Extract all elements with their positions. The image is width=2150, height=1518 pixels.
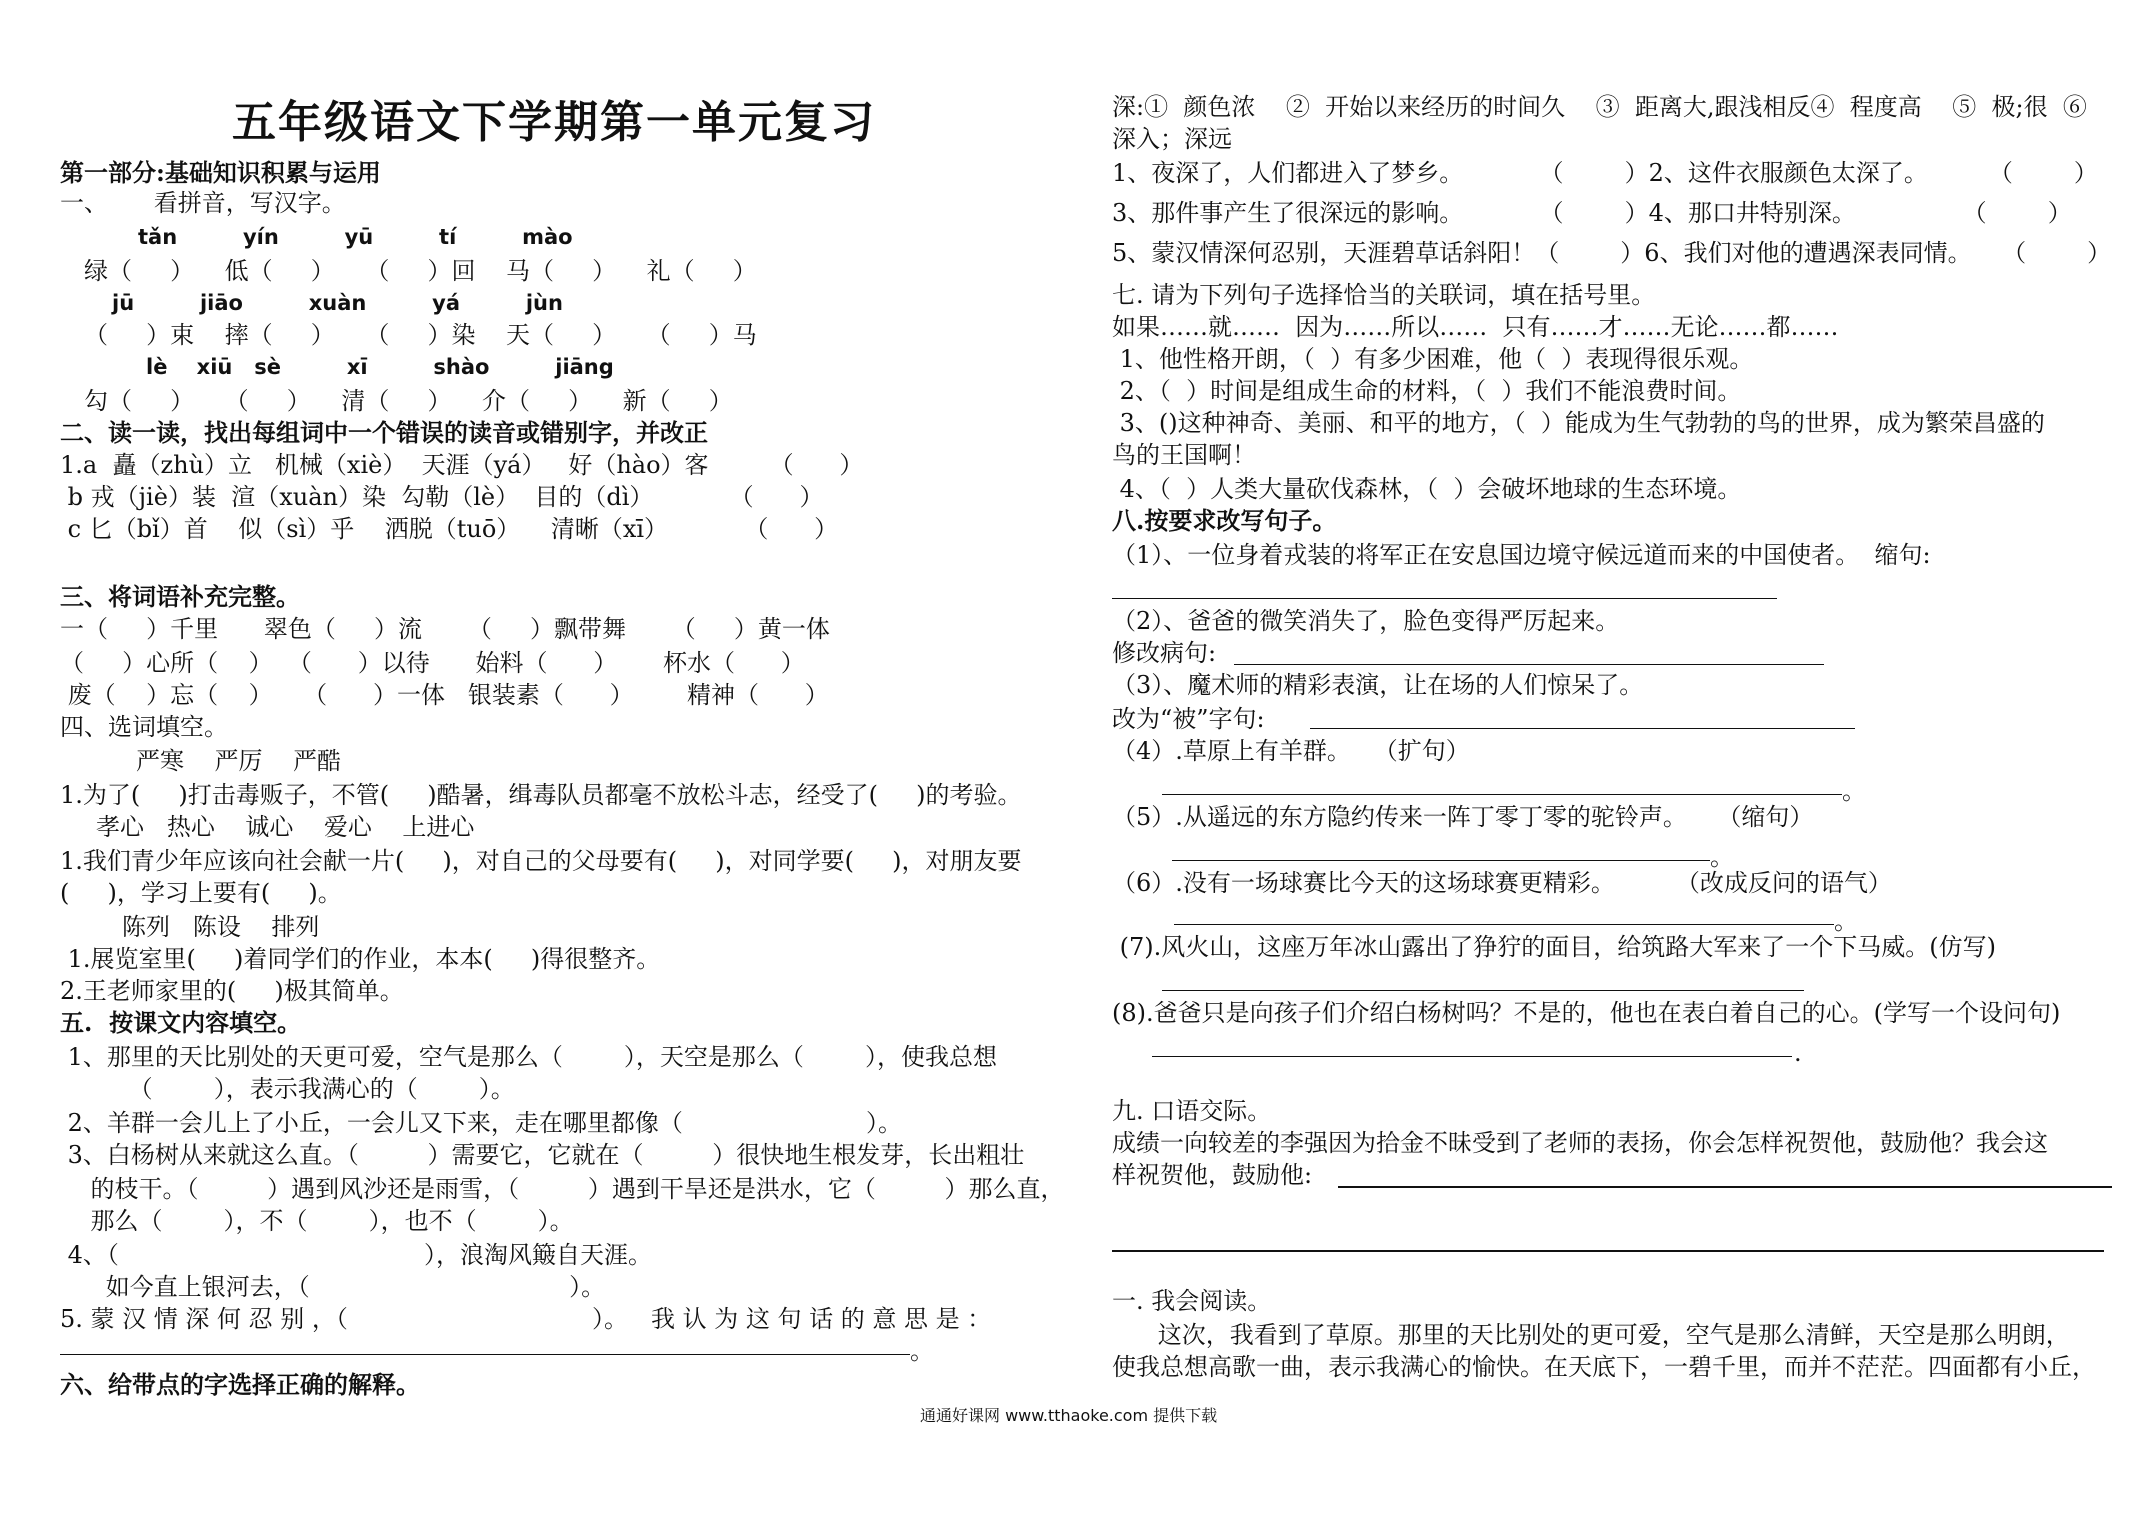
answer-end-mark: 。 <box>910 1337 934 1365</box>
s8-q6-line <box>1174 924 1834 925</box>
s4-q2b: ( )，学习上要有( )。 <box>60 879 342 907</box>
s8-q3: （3）、魔术师的精彩表演，让在场的人们惊呆了。 <box>1112 671 1644 699</box>
s8-q2-label: 修改病句: <box>1112 639 1217 667</box>
section-9-heading: 九. 口语交际。 <box>1112 1097 1272 1125</box>
s4-q1: 1.为了( )打击毒贩子，不管( )酷暑，缉毒队员都毫不放松斗志，经受了( )的考验。 <box>60 781 1022 809</box>
s8-q8-line <box>1152 1056 1792 1057</box>
s4-q4: 2.王老师家里的( )极其简单。 <box>60 977 404 1005</box>
s9-prompt-2: 样祝贺他，鼓励他: <box>1112 1161 1313 1189</box>
part-heading: 第一部分:基础知识积累与运用 <box>60 158 381 187</box>
s5-r4a: 4、（ ），浪淘风簸自天涯。 <box>60 1241 653 1269</box>
s3-row-3: 废（ ）忘（ ） （ ）一体 银装素（ ） 精神（ ） <box>60 681 829 709</box>
reading-para-1: 这次，我看到了草原。那里的天比别处的更可爱，空气是那么清鲜，天空是那么明朗， <box>1112 1321 2070 1349</box>
s7-q3b: 鸟的王国啊！ <box>1112 441 1256 469</box>
s5-r1b: （ ），表示我满心的（ ）。 <box>60 1075 515 1103</box>
s8-q2-line <box>1234 664 1824 665</box>
s8-q6: （6）.没有一场球赛比今天的这场球赛更精彩。 （改成反问的语气） <box>1112 869 1892 897</box>
page-title: 五年级语文下学期第一单元复习 <box>232 97 876 148</box>
s9-prompt-1: 成绩一向较差的李强因为拾金不昧受到了老师的表扬，你会怎样祝贺他，鼓励他？我会这 <box>1112 1129 2048 1157</box>
s5-r2: 2、羊群一会儿上了小丘，一会儿又下来，走在哪里都像（ ）。 <box>60 1109 902 1137</box>
s7-q1: 1、他性格开朗，（ ）有多少困难，他（ ）表现得很乐观。 <box>1112 345 1754 373</box>
s8-q4-line <box>1162 794 1842 795</box>
blank-row-3: 勾（ ） （ ） 清（ ） 介（ ） 新（ ） <box>84 387 733 415</box>
section-1-heading: 一、 看拼音，写汉字。 <box>60 189 346 217</box>
s8-q4: （4）.草原上有羊群。 （扩句） <box>1112 737 1470 765</box>
reading-heading: 一. 我会阅读。 <box>1112 1287 1272 1315</box>
section-3-heading: 三、将词语补充完整。 <box>60 582 300 611</box>
s9-answer-line-2 <box>1112 1250 2104 1252</box>
conjunction-list: 如果……就…… 因为……所以…… 只有……才……无论……都…… <box>1112 313 1839 341</box>
s5-r5: 5. 蒙 汉 情 深 何 忍 别 ，（ ）。 我 认 为 这 句 话 的 意 思 是 ： <box>60 1305 992 1333</box>
section-5-heading: 五. 按课文内容填空。 <box>60 1008 302 1037</box>
s4-q2a: 1.我们青少年应该向社会献一片( )，对自己的父母要有( )，对同学要( )，对朋友要 <box>60 847 1022 875</box>
s8-q6-end: 。 <box>1834 907 1858 935</box>
s4-q3: 1.展览室里( )着同学们的作业，本本( )得很整齐。 <box>60 945 661 973</box>
section-4-heading: 四、选词填空。 <box>60 713 228 741</box>
s7-q2: 2、（ ）时间是组成生命的材料，（ ）我们不能浪费时间。 <box>1112 377 1742 405</box>
word-choice-1: 严寒 严厉 严酷 <box>136 747 342 775</box>
blank-row-1: 绿（ ） 低（ ） （ ）回 马（ ） 礼（ ） <box>84 257 757 285</box>
s7-q4: 4、（ ）人类大量砍伐森林，（ ）会破坏地球的生态环境。 <box>1112 475 1742 503</box>
blank-row-2: （ ）束 摔（ ） （ ）染 天（ ） （ ）马 <box>84 321 757 349</box>
reading-para-2: 使我总想高歌一曲，表示我满心的愉快。在天底下，一碧千里，而并不茫茫。四面都有小丘， <box>1112 1353 2096 1381</box>
section-8-heading: 八.按要求改写句子。 <box>1112 506 1337 535</box>
pinyin-row-3: lè xiū sè xī shào jiāng <box>146 355 614 379</box>
definition-line-1: 深:① 颜色浓 ② 开始以来经历的时间久 ③ 距离大,跟浅相反④ 程度高 ⑤ 极;很 ⑥ <box>1112 93 2087 121</box>
s7-q3a: 3、()这种神奇、美丽、和平的地方，（ ）能成为生气勃勃的鸟的世界，成为繁荣昌盛的 <box>1112 409 2045 437</box>
s3-row-1: 一（ ）千里 翠色（ ）流 （ ）飘带舞 （ ）黄一体 <box>60 615 830 643</box>
section-6-heading: 六、给带点的字选择正确的解释。 <box>60 1370 420 1399</box>
section-2-heading: 二、读一读，找出每组词中一个错误的读音或错别字，并改正 <box>60 418 708 447</box>
pinyin-row-1: tǎn yín yū tí mào <box>138 225 573 249</box>
s8-q7-line <box>1162 990 1804 991</box>
section-7-heading: 七. 请为下列句子选择恰当的关联词，填在括号里。 <box>1112 281 1656 309</box>
s5-r3c: 那么（ ），不（ ），也不（ ）。 <box>60 1207 574 1235</box>
s8-q2: （2）、爸爸的微笑消失了，脸色变得严厉起来。 <box>1112 607 1620 635</box>
s5-r1a: 1、那里的天比别处的天更可爱，空气是那么（ ），天空是那么（ ），使我总想 <box>60 1043 997 1071</box>
s2-row-a: 1.a 矗（zhù）立 机械（xiè） 天涯（yá） 好（hào）客 （ ） <box>60 451 864 479</box>
s8-q1: （1）、一位身着戎装的将军正在安息国边境守候远道而来的中国使者。 缩句: <box>1112 541 1931 569</box>
answer-line <box>60 1354 910 1355</box>
s5-r4b: 如今直上银河去，（ ）。 <box>60 1273 606 1301</box>
s8-q8-end: . <box>1794 1039 1802 1067</box>
s6-q3: 5、蒙汉情深何忍别，天涯碧草话斜阳！（ ）6、我们对他的遭遇深表同情。 （ ） <box>1112 239 2112 267</box>
s8-q3-line <box>1310 728 1855 729</box>
s8-q5-end: 。 <box>1710 843 1734 871</box>
s8-q1-line <box>1112 598 1777 599</box>
s8-q5-line <box>1172 860 1710 861</box>
s8-q5: （5）.从遥远的东方隐约传来一阵丁零丁零的驼铃声。 （缩句） <box>1112 803 1814 831</box>
s8-q8: (8).爸爸只是向孩子们介绍白杨树吗？不是的，他也在表白着自己的心。(学写一个设问句) <box>1112 999 2061 1027</box>
s8-q7: (7).风火山，这座万年冰山露出了狰狞的面目，给筑路大军来了一个下马威。(仿写) <box>1112 933 1996 961</box>
footer-credit: 通通好课网 www.tthaoke.com 提供下载 <box>920 1406 1218 1425</box>
word-choice-2: 孝心 热心 诚心 爱心 上进心 <box>96 813 475 841</box>
s5-r3a: 3、白杨树从来就这么直。（ ）需要它，它就在（ ）很快地生根发芽，长出粗壮 <box>60 1141 1025 1169</box>
s9-answer-line-1 <box>1338 1186 2112 1188</box>
s6-q1: 1、夜深了，人们都进入了梦乡。 （ ）2、这件衣服颜色太深了。 （ ） <box>1112 159 2098 187</box>
word-choice-3: 陈列 陈设 排列 <box>122 913 320 941</box>
s8-q4-end: 。 <box>1842 777 1866 805</box>
s5-r3b: 的枝干。（ ）遇到风沙还是雨雪，（ ）遇到干旱还是洪水，它（ ）那么直， <box>60 1175 1065 1203</box>
pinyin-row-2: jū jiāo xuàn yá jùn <box>112 291 563 315</box>
s6-q2: 3、那件事产生了很深远的影响。 （ ）4、那口井特别深。 （ ） <box>1112 199 2072 227</box>
s2-row-b: b 戎（jiè）装 渲（xuàn）染 勾勒（lè） 目的（dì） （ ） <box>60 483 824 511</box>
definition-line-2: 深入；深远 <box>1112 125 1232 153</box>
s3-row-2: （ ）心所（ ） （ ）以待 始料（ ） 杯水（ ） <box>60 649 805 677</box>
s2-row-c: c 匕（bǐ）首 似（sì）乎 洒脱（tuō） 清晰（xī） （ ） <box>60 515 839 543</box>
s8-q3-label: 改为“被”字句: <box>1112 705 1265 733</box>
